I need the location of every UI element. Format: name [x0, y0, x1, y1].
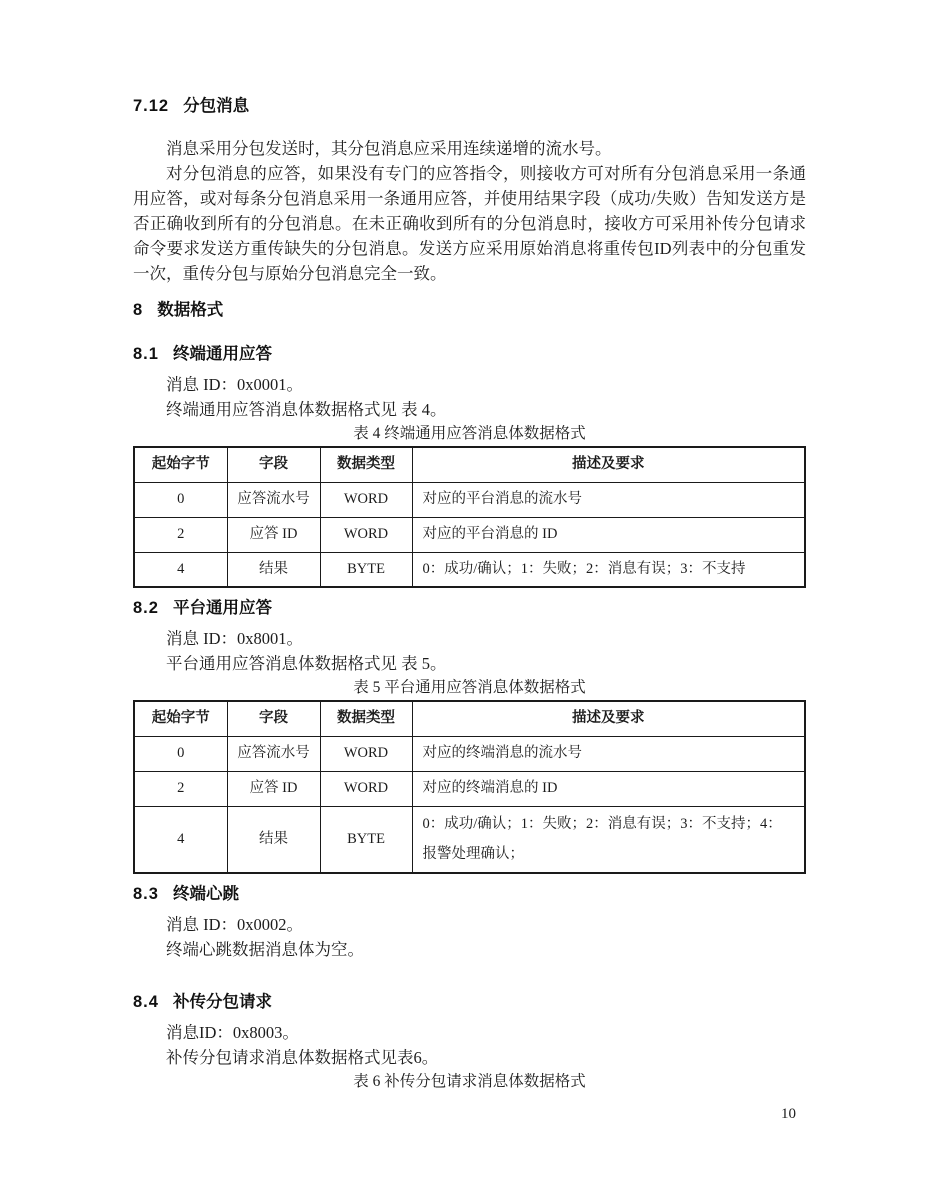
paragraph: 对分包消息的应答，如果没有专门的应答指令，则接收方可对所有分包消息采用一条通用应答，或对每条分包消息采用一条通用应答，并使用结果字段（成功/失败）告知发送方是否正确收到所有的分包消息。在未正确收到所有的分包消息时，接收方可采用补传分包请求命令要求发送方重传缺失的分包消息。发送方应采用原始消息将重传包ID列表中的分包重发一次，重传分包与原始分包消息完全一致。: [133, 164, 806, 283]
table-header-row: [134, 447, 805, 482]
table-cell: 应答 ID: [227, 771, 320, 806]
table-cell: WORD: [320, 482, 412, 517]
section-title: 平台通用应答: [172, 599, 272, 617]
table-cell: 结果: [227, 806, 320, 873]
table-cell: 对应的平台消息的 ID: [412, 517, 805, 552]
section-title: 终端心跳: [172, 885, 239, 903]
section-number: 8.4: [133, 993, 159, 1011]
table-cell: 对应的终端消息的 ID: [412, 771, 805, 806]
table-cell: 4: [134, 552, 227, 587]
body-line: 消息 ID：0x0001。: [166, 375, 304, 394]
table-cell: 应答 ID: [227, 517, 320, 552]
section-title: 分包消息: [183, 97, 250, 115]
table4-caption: 表 4 终端通用应答消息体数据格式: [353, 425, 586, 442]
table-header-cell: 起始字节: [134, 701, 227, 736]
table6-caption: 表 6 补传分包请求消息体数据格式: [353, 1073, 586, 1090]
section-number: 8.2: [133, 599, 159, 617]
body-line: 平台通用应答消息体数据格式见 表 5。: [166, 654, 447, 673]
table-cell: BYTE: [320, 806, 412, 873]
section-title: 终端通用应答: [172, 345, 272, 363]
body-line: 消息ID：0x8003。: [166, 1023, 299, 1042]
body-line: 补传分包请求消息体数据格式见表6。: [166, 1048, 439, 1067]
table-cell: 0：成功/确认；1：失败；2：消息有误；3：不支持: [412, 552, 805, 587]
table-cell: 0：成功/确认；1：失败；2：消息有误；3：不支持；4：报警处理确认；: [412, 806, 805, 873]
table-cell: 应答流水号: [227, 736, 320, 771]
table-cell: 4: [134, 806, 227, 873]
paragraph: 消息采用分包发送时，其分包消息应采用连续递增的流水号。: [166, 139, 612, 158]
section-number: 8.3: [133, 885, 159, 903]
section-title: 补传分包请求: [172, 993, 272, 1011]
table-cell: WORD: [320, 736, 412, 771]
table-cell: BYTE: [320, 552, 412, 587]
table-header-cell: 字段: [227, 701, 320, 736]
table-row: [134, 552, 805, 587]
table-cell: 应答流水号: [227, 482, 320, 517]
table4: [133, 446, 806, 588]
table-cell: WORD: [320, 517, 412, 552]
section-title: 数据格式: [157, 301, 224, 319]
table-header-cell: 起始字节: [134, 447, 227, 482]
table-cell: 0: [134, 482, 227, 517]
section-number: 8: [133, 301, 144, 319]
table-header-cell: 字段: [227, 447, 320, 482]
table-header-cell: 数据类型: [320, 701, 412, 736]
table-cell: 对应的平台消息的流水号: [412, 482, 805, 517]
section-heading-8-3: [133, 884, 806, 904]
section-heading-8-4: [133, 992, 806, 1012]
section-number: 8.1: [133, 345, 159, 363]
page-number: 10: [781, 1106, 796, 1122]
table-row: [134, 736, 805, 771]
table-header-row: [134, 701, 805, 736]
table-header-cell: 描述及要求: [412, 701, 805, 736]
table-cell: 对应的终端消息的流水号: [412, 736, 805, 771]
table-cell: 2: [134, 771, 227, 806]
table-cell: 结果: [227, 552, 320, 587]
section-heading-8: [133, 300, 806, 320]
section-heading-7-12: [133, 96, 806, 116]
table5-caption: 表 5 平台通用应答消息体数据格式: [353, 679, 586, 696]
body-line: 终端通用应答消息体数据格式见 表 4。: [166, 400, 447, 419]
table-row: [134, 482, 805, 517]
body-line: 终端心跳数据消息体为空。: [166, 940, 364, 959]
section-heading-8-2: [133, 598, 806, 618]
body-line: 消息 ID：0x8001。: [166, 629, 304, 648]
table-row: [134, 806, 805, 873]
table-row: [134, 771, 805, 806]
table-header-cell: 数据类型: [320, 447, 412, 482]
table-cell: WORD: [320, 771, 412, 806]
section-number: 7.12: [133, 97, 170, 115]
table-row: [134, 517, 805, 552]
table-header-cell: 描述及要求: [412, 447, 805, 482]
table5: [133, 700, 806, 874]
section-heading-8-1: [133, 344, 806, 364]
table-cell: 0: [134, 736, 227, 771]
page-content: [133, 0, 806, 1092]
table-cell: 2: [134, 517, 227, 552]
body-line: 消息 ID：0x0002。: [166, 915, 304, 934]
